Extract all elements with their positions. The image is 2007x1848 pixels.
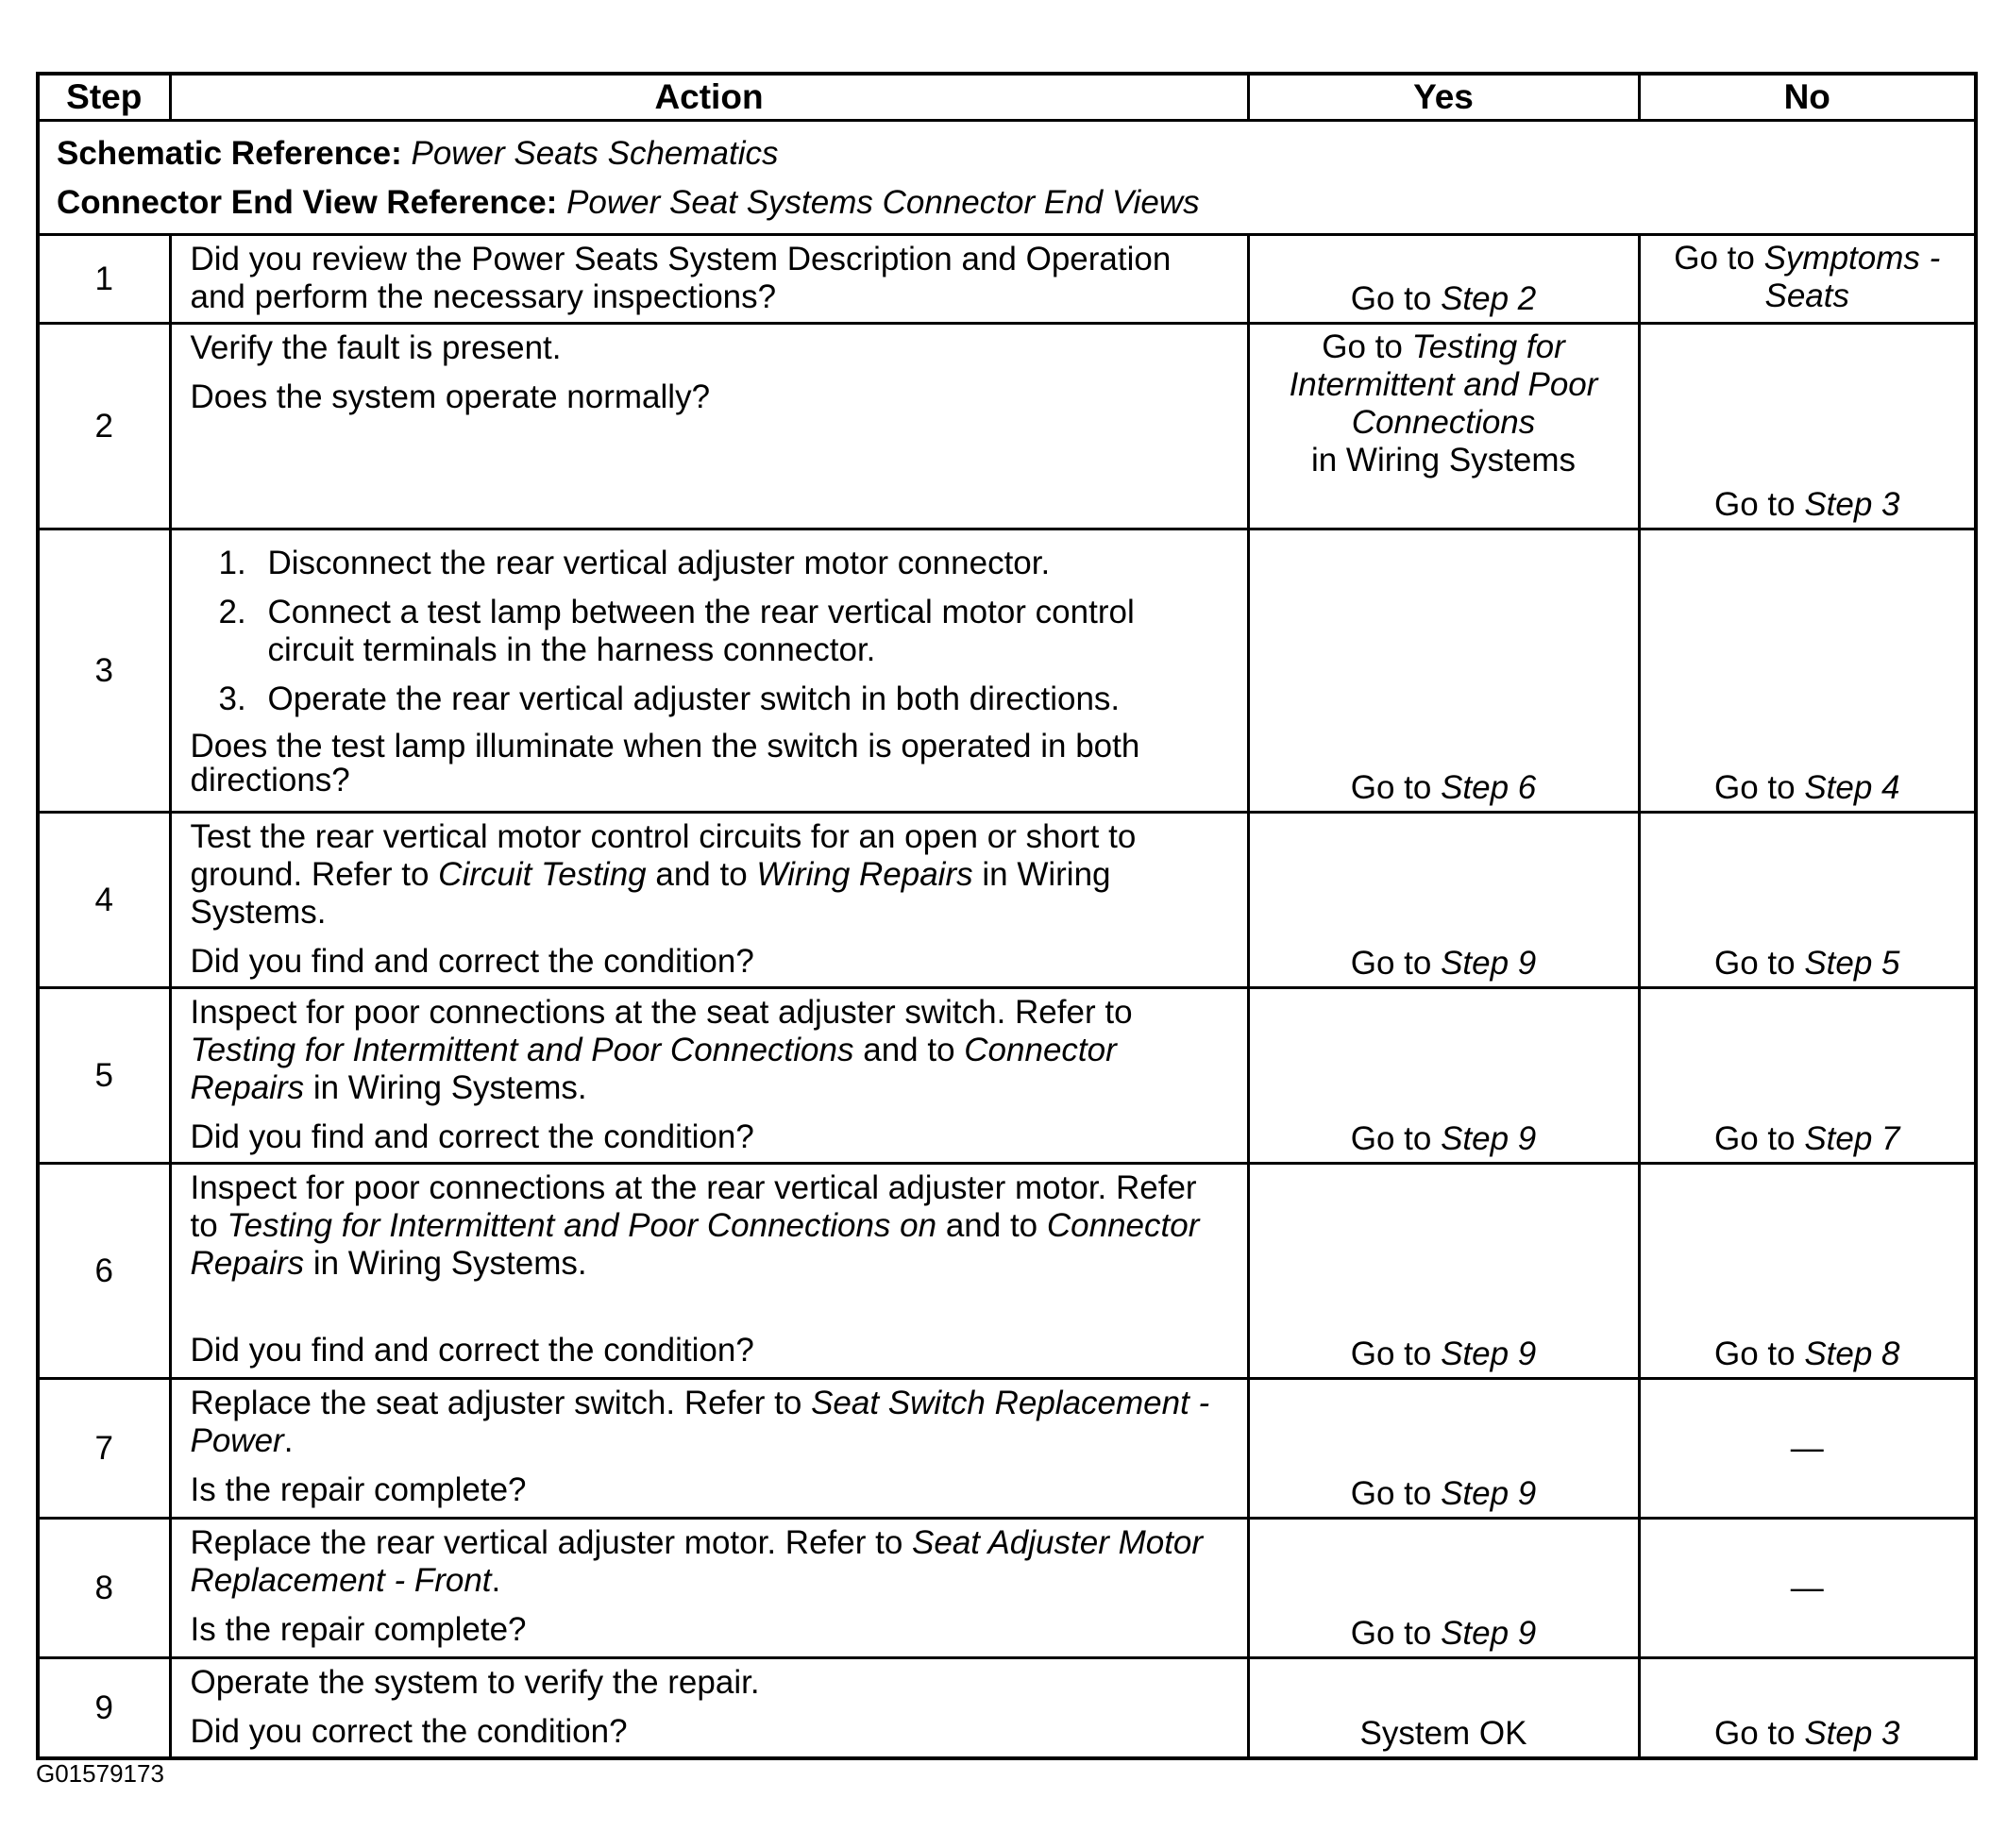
header-row [38, 74, 1976, 121]
action-cell [170, 1379, 1248, 1519]
action-cell [170, 1164, 1248, 1379]
yes-cell [1248, 324, 1639, 529]
action-link[interactable]: Connector Repairs [190, 1032, 1117, 1106]
no-cell [1639, 529, 1976, 813]
action-link[interactable]: Wiring Repairs [756, 856, 973, 893]
connector-reference [57, 178, 1957, 227]
step-number: 9 [38, 1658, 170, 1759]
yes-cell [1248, 235, 1639, 324]
action-text-part: Inspect for poor connections at the rear vertical adjuster motor. Refer to [190, 1169, 1197, 1244]
header-action: Action [170, 74, 1248, 121]
action-list [191, 545, 1228, 718]
list-number: 3. [218, 680, 246, 717]
step-number: 1 [38, 235, 170, 324]
action-question: Did you find and correct the condition? [190, 1332, 754, 1369]
step-number: 8 [38, 1519, 170, 1658]
no-link[interactable]: Step 8 [1804, 1336, 1900, 1372]
action-cell [170, 1519, 1248, 1658]
no-link[interactable]: Step 5 [1804, 945, 1900, 982]
action-question: Does the test lamp illuminate when the switch is operated in both directions? [190, 728, 1140, 798]
no-link[interactable]: Step 4 [1804, 769, 1900, 806]
no-cell [1639, 1164, 1976, 1379]
action-question: Does the system operate normally? [190, 378, 711, 415]
yes-prefix: Go to [1350, 1336, 1432, 1372]
action-text-part: in Wiring Systems. [312, 1245, 587, 1282]
table-row [38, 235, 1976, 324]
diagnostic-page [36, 72, 1974, 1760]
no-prefix: Go to [1713, 1336, 1796, 1372]
no-cell [1639, 1658, 1976, 1759]
yes-cell [1248, 1379, 1639, 1519]
list-text: Operate the rear vertical adjuster switch in both directions. [267, 680, 1121, 717]
no-link[interactable]: Step 3 [1804, 1715, 1900, 1752]
action-cell [170, 529, 1248, 813]
action-cell [170, 324, 1248, 529]
yes-prefix: Go to [1350, 280, 1432, 317]
no-dash: — [1790, 1429, 1824, 1467]
action-text [191, 994, 1228, 1107]
list-item [191, 545, 1228, 582]
reference-row [38, 121, 1976, 235]
action-cell [170, 988, 1248, 1164]
yes-link[interactable]: Step 9 [1441, 945, 1537, 982]
action-text-part: and to [863, 1032, 955, 1068]
yes-link[interactable]: Step 9 [1441, 1120, 1537, 1157]
no-prefix: Go to [1713, 769, 1796, 806]
step-number: 3 [38, 529, 170, 813]
action-link[interactable]: Circuit Testing [438, 856, 647, 893]
list-text: Disconnect the rear vertical adjuster motor connector. [267, 545, 1051, 581]
table-row [38, 1658, 1976, 1759]
table-row [38, 813, 1976, 988]
table-row [38, 1164, 1976, 1379]
step-number: 4 [38, 813, 170, 988]
list-item [191, 594, 1228, 669]
yes-suffix: in Wiring Systems [1310, 442, 1577, 479]
yes-link[interactable]: Step 9 [1441, 1336, 1537, 1372]
no-cell [1639, 1379, 1976, 1519]
header-step: Step [38, 74, 170, 121]
action-cell [170, 813, 1248, 988]
yes-link[interactable]: Step 9 [1441, 1615, 1537, 1652]
yes-prefix: Go to [1322, 328, 1403, 365]
action-cell [170, 235, 1248, 324]
action-text: Operate the system to verify the repair. [190, 1664, 760, 1701]
list-number: 2. [218, 594, 246, 630]
yes-cell [1248, 813, 1639, 988]
yes-cell [1248, 1658, 1639, 1759]
list-item [191, 680, 1228, 718]
reference-cell [38, 121, 1976, 235]
action-text-part: and to [945, 1207, 1038, 1244]
step-number: 7 [38, 1379, 170, 1519]
action-text-part: . [283, 1422, 294, 1459]
action-text-part: Inspect for poor connections at the seat adjuster switch. Refer to [190, 994, 1133, 1031]
step-number: 5 [38, 988, 170, 1164]
no-prefix: Go to [1713, 1715, 1796, 1752]
connector-reference-link[interactable]: Power Seat Systems Connector End Views [566, 184, 1200, 221]
action-text [191, 1385, 1228, 1460]
action-question: Is the repair complete? [190, 1611, 527, 1648]
action-text-part: Test the rear vertical motor control circuits for an open or short to ground. Refer to [190, 818, 1137, 893]
yes-link[interactable]: Step 9 [1441, 1475, 1537, 1512]
yes-cell [1248, 529, 1639, 813]
action-text-part: in Wiring Systems. [190, 856, 1111, 931]
table-row [38, 529, 1976, 813]
schematic-reference-label: Schematic Reference: [57, 135, 402, 172]
yes-prefix: Go to [1350, 769, 1432, 806]
action-text-part: Replace the seat adjuster switch. Refer to [190, 1385, 802, 1421]
no-cell [1639, 1519, 1976, 1658]
yes-prefix: Go to [1350, 1475, 1432, 1512]
header-yes: Yes [1248, 74, 1639, 121]
schematic-reference-link[interactable]: Power Seats Schematics [411, 135, 779, 172]
no-cell [1639, 813, 1976, 988]
action-text-part: in Wiring Systems. [312, 1069, 587, 1106]
action-question: Did you find and correct the condition? [190, 1118, 754, 1155]
action-question: Is the repair complete? [190, 1471, 527, 1508]
no-link[interactable]: Step 7 [1804, 1120, 1900, 1157]
yes-cell [1248, 988, 1639, 1164]
no-prefix: Go to [1713, 945, 1796, 982]
action-text [191, 1524, 1228, 1600]
yes-prefix: Go to [1350, 1615, 1432, 1652]
list-text: Connect a test lamp between the rear vertical motor control circuit terminals in the harness connector. [267, 594, 1135, 668]
no-link[interactable]: Step 3 [1804, 486, 1900, 523]
schematic-reference [57, 129, 1957, 178]
action-text-part: . [491, 1562, 501, 1599]
no-prefix: Go to [1713, 1120, 1796, 1157]
yes-link[interactable]: Testing for Intermittent and Poor Connections [1289, 328, 1598, 441]
no-cell [1639, 235, 1976, 324]
step-number: 6 [38, 1164, 170, 1379]
yes-prefix: Go to [1350, 945, 1432, 982]
yes-link[interactable]: Step 2 [1441, 280, 1537, 317]
action-cell [170, 1658, 1248, 1759]
table-row [38, 1379, 1976, 1519]
action-link[interactable]: Testing for Intermittent and Poor Connections on [227, 1207, 937, 1244]
action-question: Did you correct the condition? [190, 1713, 628, 1750]
yes-link[interactable]: Step 6 [1441, 769, 1537, 806]
no-prefix: Go to [1713, 486, 1796, 523]
action-text [191, 818, 1228, 932]
yes-cell [1248, 1164, 1639, 1379]
no-prefix: Go to [1674, 240, 1755, 277]
action-text: Verify the fault is present. [190, 329, 562, 366]
action-link[interactable]: Connector Repairs [190, 1207, 1200, 1282]
no-link[interactable]: Symptoms - Seats [1763, 240, 1941, 314]
no-cell [1639, 988, 1976, 1164]
step-number: 2 [38, 324, 170, 529]
action-text [191, 1169, 1228, 1283]
table-row [38, 988, 1976, 1164]
connector-reference-label: Connector End View Reference: [57, 184, 558, 221]
table-row [38, 324, 1976, 529]
action-text-part: and to [655, 856, 748, 893]
action-link[interactable]: Seat Adjuster Motor Replacement - Front [190, 1524, 1204, 1599]
action-link[interactable]: Testing for Intermittent and Poor Connections [190, 1032, 854, 1068]
diagnostic-table [36, 72, 1978, 1760]
action-text-part: Replace the rear vertical adjuster motor. Refer to [190, 1524, 903, 1561]
action-link[interactable]: Seat Switch Replacement - Power [190, 1385, 1210, 1459]
table-row [38, 1519, 1976, 1658]
no-cell [1639, 324, 1976, 529]
header-no: No [1639, 74, 1976, 121]
action-question: Did you find and correct the condition? [190, 943, 754, 980]
no-dash: — [1790, 1569, 1824, 1606]
figure-id: G01579173 [36, 1759, 164, 1788]
list-number: 1. [218, 545, 246, 581]
yes-prefix: Go to [1350, 1120, 1432, 1157]
yes-cell [1248, 1519, 1639, 1658]
yes-text: System OK [1359, 1715, 1527, 1752]
action-text: Did you review the Power Seats System Description and Operation and perform the necessary inspections? [190, 241, 1172, 315]
